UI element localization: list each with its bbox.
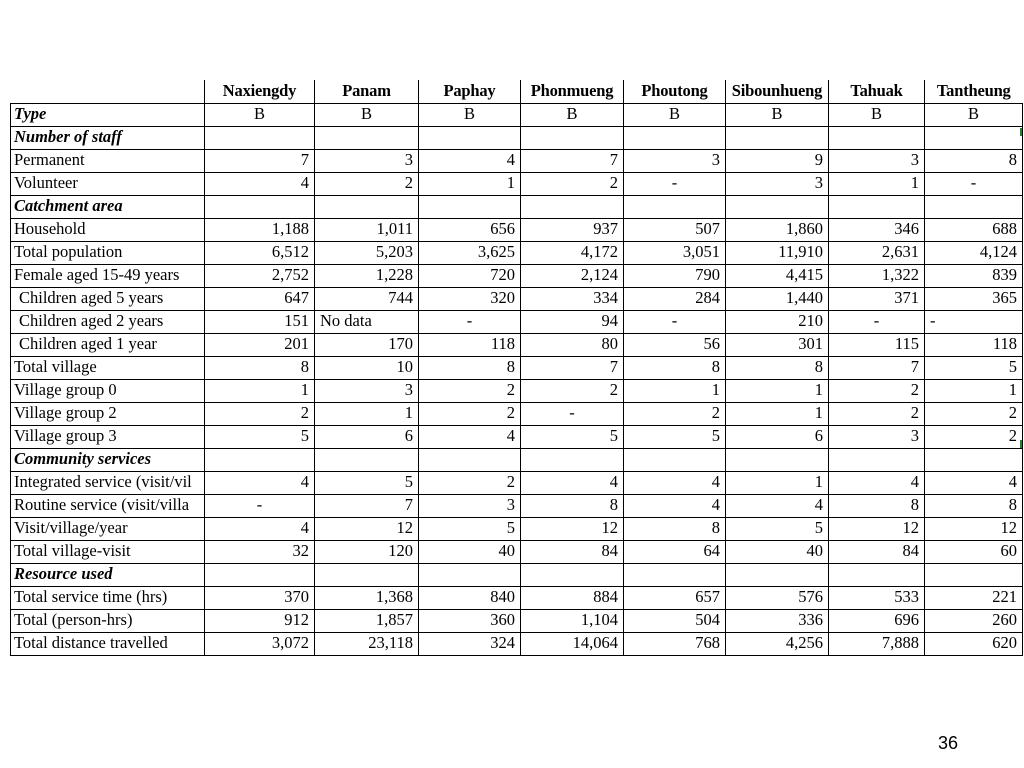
table-cell: - [829, 310, 925, 333]
table-cell: 7 [829, 356, 925, 379]
table-cell [205, 195, 315, 218]
table-cell: 1,440 [726, 287, 829, 310]
table-cell: 9 [726, 149, 829, 172]
table-cell: 3 [829, 149, 925, 172]
table-cell: 647 [205, 287, 315, 310]
table-cell: 7 [205, 149, 315, 172]
table-cell: 2 [521, 379, 624, 402]
table-row [11, 149, 1023, 172]
table-cell: 84 [829, 540, 925, 563]
table-cell: 371 [829, 287, 925, 310]
table-cell: 221 [925, 586, 1023, 609]
table-cell: 5,203 [315, 241, 419, 264]
row-label: Community services [11, 448, 205, 471]
table-cell: 7 [521, 356, 624, 379]
sheet-edge-marker [1020, 128, 1022, 136]
table-row [11, 333, 1023, 356]
table-cell: 2,752 [205, 264, 315, 287]
table-cell [521, 126, 624, 149]
table-row [11, 218, 1023, 241]
table-cell: 210 [726, 310, 829, 333]
table-row [11, 310, 1023, 333]
table-cell [726, 126, 829, 149]
table-cell [521, 563, 624, 586]
table-cell: 10 [315, 356, 419, 379]
row-label: Routine service (visit/villa [11, 494, 205, 517]
table-cell: 4 [624, 494, 726, 517]
table-cell [419, 563, 521, 586]
table-cell: 284 [624, 287, 726, 310]
table-cell: 1,104 [521, 609, 624, 632]
table-cell: 40 [419, 540, 521, 563]
table-cell: 2 [205, 402, 315, 425]
table-cell [419, 126, 521, 149]
table-cell: 8 [624, 356, 726, 379]
table-cell: 2 [315, 172, 419, 195]
table-cell [624, 563, 726, 586]
table-cell: 1,368 [315, 586, 419, 609]
table-cell: 8 [925, 149, 1023, 172]
table-cell [726, 195, 829, 218]
table-cell: 768 [624, 632, 726, 655]
row-label: Type [11, 103, 205, 126]
row-label: Village group 2 [11, 402, 205, 425]
table-cell: 370 [205, 586, 315, 609]
column-header-phonmueng: Phonmueng [521, 80, 624, 103]
column-header-phoutong: Phoutong [624, 80, 726, 103]
table-cell: 2 [925, 425, 1023, 448]
table-cell: - [925, 310, 1023, 333]
table-cell [624, 126, 726, 149]
row-label: Household [11, 218, 205, 241]
table-cell: 1,011 [315, 218, 419, 241]
table-cell: 5 [315, 471, 419, 494]
table-cell: 6 [315, 425, 419, 448]
table-cell: 3,051 [624, 241, 726, 264]
row-label: Total village-visit [11, 540, 205, 563]
column-header-sibounhueng: Sibounhueng [726, 80, 829, 103]
table-cell: 4 [205, 471, 315, 494]
table-cell [925, 563, 1023, 586]
section-row [11, 103, 1023, 126]
table-cell: B [315, 103, 419, 126]
data-table [10, 80, 1023, 656]
table-cell: 346 [829, 218, 925, 241]
table-cell: 8 [419, 356, 521, 379]
table-cell: 12 [315, 517, 419, 540]
table-cell: 576 [726, 586, 829, 609]
table-cell: 324 [419, 632, 521, 655]
table-cell: 3,072 [205, 632, 315, 655]
page-number: 36 [938, 733, 959, 753]
table-cell: 1,322 [829, 264, 925, 287]
table-cell [315, 126, 419, 149]
table-cell: 64 [624, 540, 726, 563]
table-cell: 7 [521, 149, 624, 172]
table-cell [925, 448, 1023, 471]
table-cell: 840 [419, 586, 521, 609]
row-label: Total village [11, 356, 205, 379]
table-cell: - [624, 310, 726, 333]
table-cell: 12 [521, 517, 624, 540]
section-row [11, 563, 1023, 586]
table-cell: 8 [521, 494, 624, 517]
column-header-tantheung: Tantheung [925, 80, 1023, 103]
table-cell: 4 [205, 172, 315, 195]
table-cell: 32 [205, 540, 315, 563]
table-cell: 301 [726, 333, 829, 356]
table-cell: 688 [925, 218, 1023, 241]
row-label: Total (person-hrs) [11, 609, 205, 632]
table-cell: 1 [726, 471, 829, 494]
table-cell: 696 [829, 609, 925, 632]
row-label: Number of staff [11, 126, 205, 149]
table-cell: 320 [419, 287, 521, 310]
section-row [11, 195, 1023, 218]
table-cell: 14,064 [521, 632, 624, 655]
table-cell: 1,188 [205, 218, 315, 241]
table-cell [315, 195, 419, 218]
table-cell: 2 [419, 379, 521, 402]
table-cell: 5 [521, 425, 624, 448]
table-cell: 8 [829, 494, 925, 517]
table-cell: 4 [829, 471, 925, 494]
table-cell [726, 448, 829, 471]
table-cell: 1 [829, 172, 925, 195]
table-row [11, 241, 1023, 264]
table-cell: 1,228 [315, 264, 419, 287]
table-cell: 4 [419, 149, 521, 172]
row-label: Village group 3 [11, 425, 205, 448]
row-label: Integrated service (visit/vil [11, 471, 205, 494]
table-cell: 937 [521, 218, 624, 241]
row-label: Catchment area [11, 195, 205, 218]
table-cell: 1 [925, 379, 1023, 402]
table-cell [419, 195, 521, 218]
row-label: Visit/village/year [11, 517, 205, 540]
table-cell: 657 [624, 586, 726, 609]
table-cell [205, 448, 315, 471]
table-row [11, 586, 1023, 609]
row-label: Resource used [11, 563, 205, 586]
table-cell: 2 [624, 402, 726, 425]
table-cell: 2 [829, 379, 925, 402]
table-cell: 533 [829, 586, 925, 609]
table-cell: B [925, 103, 1023, 126]
table-cell: 151 [205, 310, 315, 333]
table-cell: 5 [419, 517, 521, 540]
table-header [11, 80, 1023, 103]
table-cell: 80 [521, 333, 624, 356]
table-cell: 6 [726, 425, 829, 448]
table-cell: 260 [925, 609, 1023, 632]
table-cell [521, 448, 624, 471]
table-cell: 3 [419, 494, 521, 517]
table-row [11, 402, 1023, 425]
table-cell: 3 [829, 425, 925, 448]
table-cell: 4 [521, 471, 624, 494]
table-row [11, 425, 1023, 448]
table-cell: 4 [419, 425, 521, 448]
table-cell: 4,124 [925, 241, 1023, 264]
table-cell [829, 448, 925, 471]
table-cell: B [624, 103, 726, 126]
table-cell: - [205, 494, 315, 517]
table-row [11, 517, 1023, 540]
row-label: Female aged 15-49 years [11, 264, 205, 287]
table-cell: 4,415 [726, 264, 829, 287]
table-cell: 3,625 [419, 241, 521, 264]
table-cell: 334 [521, 287, 624, 310]
table-row [11, 379, 1023, 402]
table-cell: 2 [829, 402, 925, 425]
header-row [11, 80, 1023, 103]
table-cell: 839 [925, 264, 1023, 287]
table-cell: 656 [419, 218, 521, 241]
table-cell: 8 [925, 494, 1023, 517]
table-row [11, 356, 1023, 379]
header-corner-cell [11, 80, 205, 103]
table-cell: 507 [624, 218, 726, 241]
section-row [11, 126, 1023, 149]
table-cell: - [521, 402, 624, 425]
table-cell: 884 [521, 586, 624, 609]
table-cell [925, 126, 1023, 149]
table-row [11, 540, 1023, 563]
table-cell: B [205, 103, 315, 126]
table-cell: 5 [624, 425, 726, 448]
section-row [11, 448, 1023, 471]
table-cell [419, 448, 521, 471]
table-cell: 365 [925, 287, 1023, 310]
table-cell: 23,118 [315, 632, 419, 655]
table-cell [205, 126, 315, 149]
table-cell: 4,256 [726, 632, 829, 655]
table-row [11, 287, 1023, 310]
table-cell: 790 [624, 264, 726, 287]
table-cell: 1,857 [315, 609, 419, 632]
table-cell: 3 [315, 379, 419, 402]
table-cell: 60 [925, 540, 1023, 563]
table-cell: 118 [419, 333, 521, 356]
table-row [11, 471, 1023, 494]
table-cell: - [624, 172, 726, 195]
table-cell: 5 [205, 425, 315, 448]
table-row [11, 172, 1023, 195]
column-header-tahuak: Tahuak [829, 80, 925, 103]
table-cell [624, 195, 726, 218]
table-row [11, 609, 1023, 632]
table-cell [829, 126, 925, 149]
table-cell: B [521, 103, 624, 126]
row-label: Children aged 5 years [11, 287, 205, 310]
row-label: Children aged 1 year [11, 333, 205, 356]
table-cell: 360 [419, 609, 521, 632]
table-cell: 118 [925, 333, 1023, 356]
row-label: Volunteer [11, 172, 205, 195]
table-cell: 6,512 [205, 241, 315, 264]
table-cell: 115 [829, 333, 925, 356]
table-row [11, 494, 1023, 517]
table-cell: 1 [419, 172, 521, 195]
table-cell: 1,860 [726, 218, 829, 241]
table-body [11, 103, 1023, 655]
table-cell: No data [315, 310, 419, 333]
table-cell: 201 [205, 333, 315, 356]
table-cell: 3 [624, 149, 726, 172]
table-cell: 744 [315, 287, 419, 310]
table-cell: 4,172 [521, 241, 624, 264]
table-cell: 620 [925, 632, 1023, 655]
column-header-naxiengdy: Naxiengdy [205, 80, 315, 103]
table-row [11, 264, 1023, 287]
table-cell: 5 [925, 356, 1023, 379]
table-cell: 1 [726, 402, 829, 425]
table-cell: 12 [925, 517, 1023, 540]
table-cell: 120 [315, 540, 419, 563]
table-cell [315, 563, 419, 586]
table-cell: 40 [726, 540, 829, 563]
table-cell: 5 [726, 517, 829, 540]
table-cell [624, 448, 726, 471]
table-cell [205, 563, 315, 586]
table-cell [521, 195, 624, 218]
table-cell: 8 [726, 356, 829, 379]
table-cell: B [829, 103, 925, 126]
table-cell: - [419, 310, 521, 333]
table-cell: 56 [624, 333, 726, 356]
table-cell: 504 [624, 609, 726, 632]
row-label: Permanent [11, 149, 205, 172]
table-cell: 8 [205, 356, 315, 379]
table-cell: 7,888 [829, 632, 925, 655]
table-cell: 8 [624, 517, 726, 540]
table-cell: 336 [726, 609, 829, 632]
table-cell: 2 [925, 402, 1023, 425]
row-label: Total distance travelled [11, 632, 205, 655]
table-cell: 3 [315, 149, 419, 172]
table-cell: 1 [315, 402, 419, 425]
row-label: Total service time (hrs) [11, 586, 205, 609]
table-cell: 3 [726, 172, 829, 195]
table-cell [829, 195, 925, 218]
table-cell: 2,631 [829, 241, 925, 264]
row-label: Village group 0 [11, 379, 205, 402]
table-cell [925, 195, 1023, 218]
table-cell: 84 [521, 540, 624, 563]
table-cell [829, 563, 925, 586]
table-cell [315, 448, 419, 471]
table-cell: 1 [624, 379, 726, 402]
table-cell: 720 [419, 264, 521, 287]
table-cell: 2 [419, 402, 521, 425]
table-row [11, 632, 1023, 655]
table-cell: 2 [419, 471, 521, 494]
row-label: Children aged 2 years [11, 310, 205, 333]
table-cell: 1 [205, 379, 315, 402]
table-cell: B [726, 103, 829, 126]
table-cell: 170 [315, 333, 419, 356]
table-cell: 94 [521, 310, 624, 333]
table-cell: B [419, 103, 521, 126]
table-cell: 2,124 [521, 264, 624, 287]
sheet-edge-marker [1020, 440, 1022, 448]
column-header-panam: Panam [315, 80, 419, 103]
table-cell: 4 [624, 471, 726, 494]
table-cell: 4 [925, 471, 1023, 494]
table-cell: 4 [205, 517, 315, 540]
table-cell [726, 563, 829, 586]
column-header-paphay: Paphay [419, 80, 521, 103]
table-cell: - [925, 172, 1023, 195]
table-cell: 4 [726, 494, 829, 517]
table-cell: 2 [521, 172, 624, 195]
table-cell: 11,910 [726, 241, 829, 264]
table-cell: 1 [726, 379, 829, 402]
table-cell: 912 [205, 609, 315, 632]
table-cell: 12 [829, 517, 925, 540]
table-cell: 7 [315, 494, 419, 517]
row-label: Total population [11, 241, 205, 264]
